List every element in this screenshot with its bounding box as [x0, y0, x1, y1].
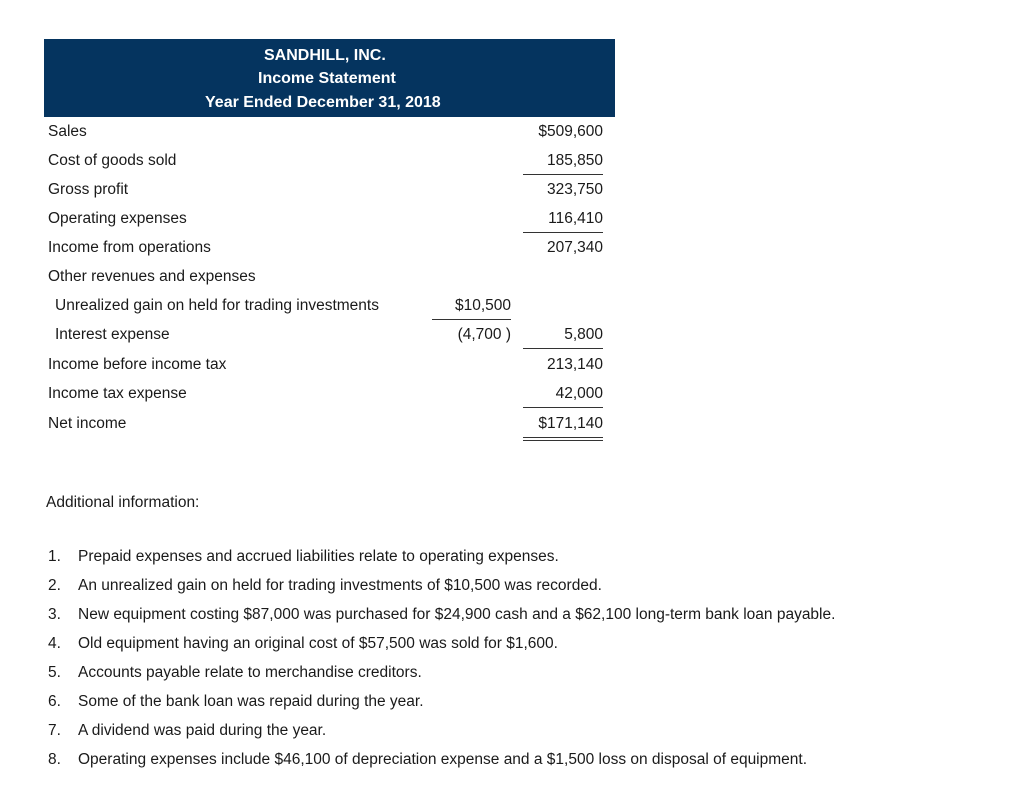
- additional-info-list: [48, 542, 835, 774]
- item-number: 4.: [48, 635, 61, 652]
- row-label: Gross profit: [48, 181, 129, 198]
- list-item: [48, 542, 835, 571]
- list-item: [48, 716, 835, 745]
- row-amount: 185,850: [546, 152, 603, 169]
- row-interest-expense: [0, 323, 1024, 347]
- item-text: Prepaid expenses and accrued liabilities relate to operating expenses.: [78, 548, 559, 565]
- row-net-income: [0, 412, 1024, 436]
- double-underline-bottom: [523, 440, 603, 441]
- row-label: Sales: [48, 123, 87, 140]
- row-label: Income from operations: [48, 239, 211, 256]
- statement-period: Year Ended December 31, 2018: [205, 94, 441, 111]
- statement-header: [44, 39, 615, 117]
- row-income-tax-expense: [0, 382, 1024, 406]
- item-text: An unrealized gain on held for trading investments of $10,500 was recorded.: [78, 577, 602, 594]
- item-text: Old equipment having an original cost of $57,500 was sold for $1,600.: [78, 635, 558, 652]
- list-item: [48, 745, 835, 774]
- underline: [523, 348, 603, 349]
- row-cost-of-goods-sold: [0, 149, 1024, 173]
- item-number: 1.: [48, 548, 61, 565]
- row-label: Income tax expense: [48, 385, 187, 402]
- row-amount: 213,140: [546, 356, 603, 373]
- additional-info-heading: Additional information:: [46, 494, 200, 511]
- row-unrealized-gain: [0, 294, 1024, 318]
- row-other-revenues: [0, 265, 1024, 289]
- row-label: Cost of goods sold: [48, 152, 177, 169]
- row-amount: $171,140: [538, 415, 603, 432]
- row-income-from-operations: [0, 236, 1024, 260]
- list-item: [48, 658, 835, 687]
- row-operating-expenses: [0, 207, 1024, 231]
- item-text: A dividend was paid during the year.: [78, 722, 327, 739]
- row-amount: $509,600: [538, 123, 603, 140]
- list-item: [48, 629, 835, 658]
- statement-title: Income Statement: [258, 70, 396, 87]
- underline: [432, 319, 511, 320]
- company-name: SANDHILL, INC.: [264, 47, 386, 64]
- item-number: 6.: [48, 693, 61, 710]
- list-item: [48, 600, 835, 629]
- item-text: Operating expenses include $46,100 of depreciation expense and a $1,500 loss on disposal of equipment.: [78, 751, 808, 768]
- underline: [523, 407, 603, 408]
- row-label: Net income: [48, 415, 127, 432]
- row-income-before-tax: [0, 353, 1024, 377]
- item-number: 7.: [48, 722, 61, 739]
- row-amount-inner: (4,700 ): [457, 326, 511, 343]
- row-sales: [0, 120, 1024, 144]
- row-label: Other revenues and expenses: [48, 268, 256, 285]
- item-number: 8.: [48, 751, 61, 768]
- row-amount: 116,410: [548, 210, 603, 227]
- double-underline-top: [523, 437, 603, 438]
- row-amount: 42,000: [555, 385, 603, 402]
- underline: [523, 174, 603, 175]
- row-amount: 5,800: [564, 326, 603, 343]
- row-amount-inner: $10,500: [454, 297, 511, 314]
- list-item: [48, 571, 835, 600]
- row-label: Income before income tax: [48, 356, 227, 373]
- row-amount: 323,750: [546, 181, 603, 198]
- item-number: 3.: [48, 606, 61, 623]
- row-label: Interest expense: [55, 326, 170, 343]
- list-item: [48, 687, 835, 716]
- row-label: Unrealized gain on held for trading investments: [55, 297, 379, 314]
- item-number: 2.: [48, 577, 61, 594]
- item-number: 5.: [48, 664, 61, 681]
- row-amount: 207,340: [546, 239, 603, 256]
- row-gross-profit: [0, 178, 1024, 202]
- row-label: Operating expenses: [48, 210, 187, 227]
- item-text: Accounts payable relate to merchandise creditors.: [78, 664, 422, 681]
- item-text: New equipment costing $87,000 was purchased for $24,900 cash and a $62,100 long-term bank loan payable.: [78, 606, 836, 623]
- item-text: Some of the bank loan was repaid during the year.: [78, 693, 424, 710]
- underline: [523, 232, 603, 233]
